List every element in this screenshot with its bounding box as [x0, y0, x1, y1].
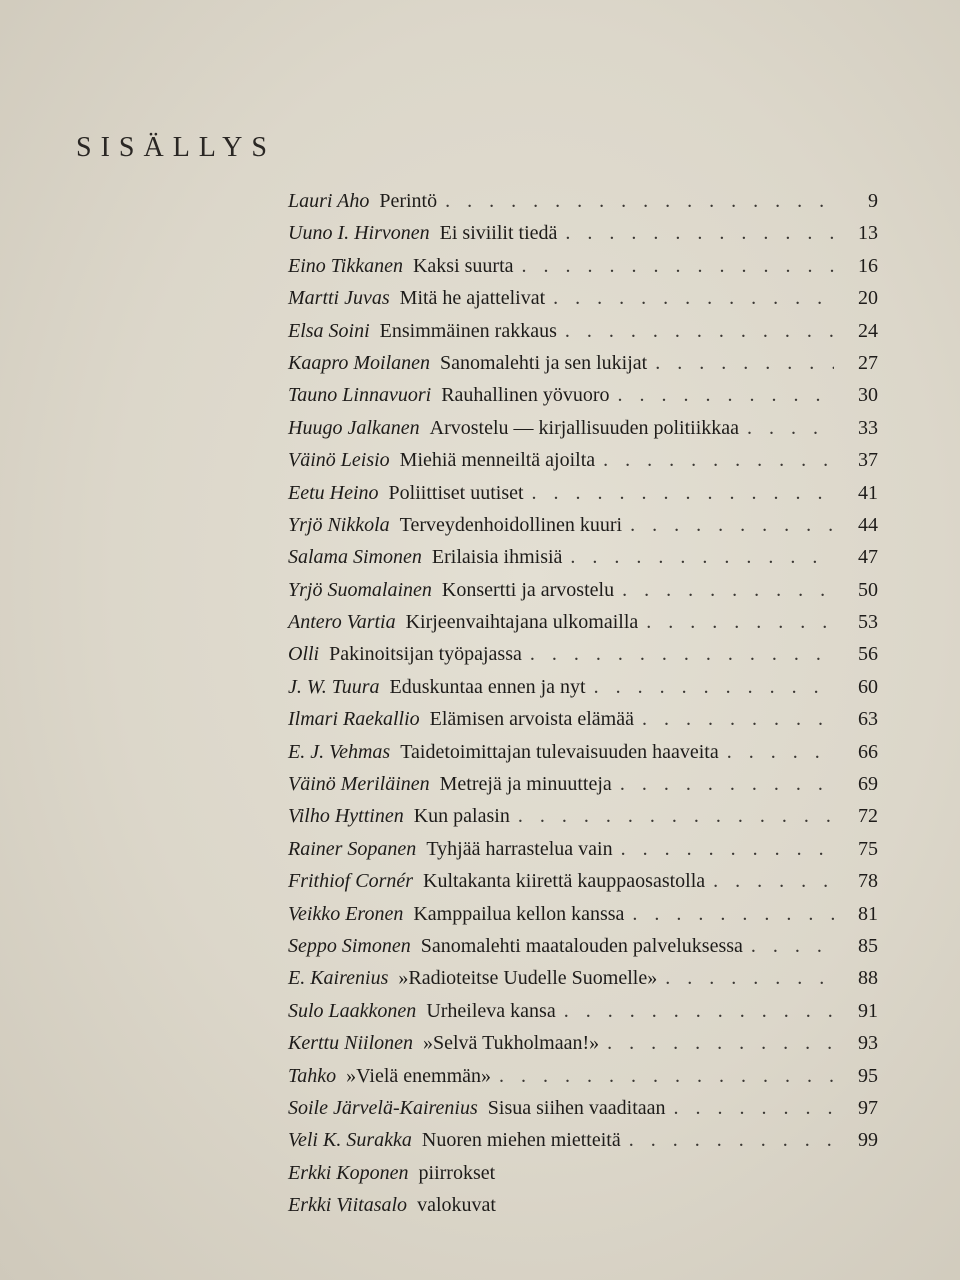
- page-heading: SISÄLLYS: [76, 132, 276, 163]
- toc-author: E. Kairenius: [288, 967, 389, 990]
- toc-entry: [288, 676, 878, 708]
- toc-title: Nuoren miehen mietteitä: [421, 1129, 621, 1152]
- toc-page-number: 91: [858, 999, 878, 1022]
- toc-title: Taidetoimittajan tulevaisuuden haaveita: [400, 740, 719, 763]
- toc-author: Elsa Soini: [288, 319, 370, 342]
- toc-entry: [288, 1129, 878, 1161]
- toc-page-number: 50: [858, 578, 878, 601]
- toc-title: Ensimmäinen rakkaus: [379, 319, 557, 342]
- toc-page-number: 16: [858, 254, 878, 277]
- toc-author: Kaapro Moilanen: [288, 351, 431, 374]
- toc-author: Lauri Aho: [288, 190, 370, 212]
- toc-page-number: 85: [858, 934, 878, 957]
- toc-entry: [288, 741, 878, 773]
- toc-author: Ilmari Raekallio: [288, 708, 420, 731]
- toc-title: »Selvä Tukholmaan!»: [423, 1032, 600, 1055]
- dot-leader: [445, 190, 834, 213]
- toc-title: Kun palasin: [413, 805, 510, 828]
- toc-title: valokuvat: [417, 1194, 496, 1217]
- toc-page-number: 37: [858, 449, 878, 472]
- toc-page-number: 66: [858, 740, 878, 763]
- toc-title: Sanomalehti ja sen lukijat: [440, 351, 648, 374]
- toc-entry: [288, 838, 878, 870]
- dot-leader: [629, 1129, 834, 1152]
- toc-page-number: 9: [868, 190, 878, 212]
- toc-author: Huugo Jalkanen: [288, 416, 420, 439]
- toc-author: Olli: [288, 643, 320, 666]
- toc-entry: [288, 449, 878, 481]
- toc-title: Kirjeenvaihtajana ulkomailla: [405, 611, 639, 634]
- dot-leader: [530, 643, 834, 666]
- dot-leader: [564, 1000, 834, 1023]
- dot-leader: [607, 1032, 834, 1055]
- toc-title: Miehiä menneiltä ajoilta: [399, 449, 596, 472]
- dot-leader: [522, 255, 834, 278]
- table-of-contents: [288, 190, 878, 1227]
- toc-author: Väinö Meriläinen: [288, 773, 430, 796]
- dot-leader: [665, 967, 834, 990]
- toc-credit-entry: [288, 1194, 878, 1226]
- dot-leader: [603, 449, 834, 472]
- toc-page-number: 13: [858, 222, 878, 245]
- toc-author: Tahko: [288, 1064, 337, 1087]
- toc-page-number: 53: [858, 611, 878, 634]
- toc-title: Pakinoitsijan työpajassa: [329, 643, 522, 666]
- dot-leader: [655, 352, 834, 375]
- toc-author: Veli K. Surakka: [288, 1129, 412, 1152]
- dot-leader: [565, 222, 834, 245]
- dot-leader: [630, 514, 834, 537]
- toc-entry: [288, 773, 878, 805]
- toc-entry: [288, 1097, 878, 1129]
- toc-author: Uuno I. Hirvonen: [288, 222, 430, 245]
- dot-leader: [499, 1065, 834, 1088]
- toc-entry: [288, 643, 878, 675]
- dot-leader: [622, 579, 834, 602]
- toc-author: Veikko Eronen: [288, 902, 404, 925]
- toc-entry: [288, 805, 878, 837]
- toc-page-number: 44: [858, 513, 878, 536]
- toc-page-number: 99: [858, 1129, 878, 1152]
- toc-entry: [288, 546, 878, 578]
- dot-leader: [518, 805, 834, 828]
- toc-title: Tyhjää harrastelua vain: [426, 837, 613, 860]
- toc-author: Antero Vartia: [288, 611, 396, 634]
- toc-entry: [288, 255, 878, 287]
- toc-title: Erilaisia ihmisiä: [431, 546, 563, 569]
- toc-entry: [288, 611, 878, 643]
- toc-entry: [288, 482, 878, 514]
- toc-title: Kamppailua kellon kanssa: [413, 902, 625, 925]
- toc-title: Kaksi suurta: [412, 254, 514, 277]
- toc-author: Frithiof Cornér: [288, 870, 414, 893]
- toc-author: Yrjö Suomalainen: [288, 578, 432, 601]
- toc-title: Eduskuntaa ennen ja nyt: [389, 675, 586, 698]
- toc-title: »Radioteitse Uudelle Suomelle»: [398, 967, 658, 990]
- toc-title: Mitä he ajattelivat: [399, 287, 546, 310]
- toc-entry: [288, 935, 878, 967]
- toc-entry: [288, 870, 878, 902]
- toc-entry: [288, 903, 878, 935]
- toc-title: piirrokset: [418, 1161, 496, 1184]
- toc-entry: [288, 708, 878, 740]
- toc-page-number: 69: [858, 773, 878, 796]
- toc-entry: [288, 384, 878, 416]
- toc-author: Erkki Koponen: [288, 1161, 409, 1184]
- toc-author: Eino Tikkanen: [288, 254, 403, 277]
- toc-title: »Vielä enemmän»: [346, 1064, 492, 1087]
- toc-author: Sulo Laakkonen: [288, 999, 417, 1022]
- dot-leader: [553, 287, 834, 310]
- toc-entry: [288, 222, 878, 254]
- toc-page-number: 63: [858, 708, 878, 731]
- toc-title: Perintö: [379, 190, 438, 212]
- toc-author: Vilho Hyttinen: [288, 805, 404, 828]
- dot-leader: [727, 741, 834, 764]
- toc-author: Yrjö Nikkola: [288, 513, 390, 536]
- toc-title: Ei siviilit tiedä: [439, 222, 558, 245]
- toc-page-number: 97: [858, 1096, 878, 1119]
- toc-page-number: 95: [858, 1064, 878, 1087]
- dot-leader: [674, 1097, 834, 1120]
- toc-entry: [288, 1032, 878, 1064]
- toc-page-number: 93: [858, 1032, 878, 1055]
- toc-page-number: 78: [858, 870, 878, 893]
- toc-title: Urheileva kansa: [426, 999, 556, 1022]
- toc-page-number: 47: [858, 546, 878, 569]
- toc-entry: [288, 1065, 878, 1097]
- toc-entry: [288, 190, 878, 222]
- toc-title: Rauhallinen yövuoro: [441, 384, 610, 407]
- toc-title: Elämisen arvoista elämää: [429, 708, 634, 731]
- toc-entry: [288, 967, 878, 999]
- toc-page-number: 20: [858, 287, 878, 310]
- dot-leader: [621, 838, 834, 861]
- dot-leader: [646, 611, 834, 634]
- toc-title: Sanomalehti maatalouden palveluksessa: [420, 934, 743, 957]
- toc-author: J. W. Tuura: [288, 675, 380, 698]
- toc-author: Tauno Linnavuori: [288, 384, 432, 407]
- toc-title: Metrejä ja minuutteja: [439, 773, 612, 796]
- dot-leader: [751, 935, 834, 958]
- dot-leader: [642, 708, 834, 731]
- toc-credit-entry: [288, 1162, 878, 1194]
- toc-author: Väinö Leisio: [288, 449, 390, 472]
- toc-page-number: 24: [858, 319, 878, 342]
- toc-entry: [288, 320, 878, 352]
- dot-leader: [620, 773, 834, 796]
- toc-title: Arvostelu — kirjallisuuden politiikkaa: [429, 416, 740, 439]
- toc-title: Kultakanta kiirettä kauppaosastolla: [423, 870, 706, 893]
- dot-leader: [570, 546, 834, 569]
- toc-entry: [288, 1000, 878, 1032]
- toc-page-number: 72: [858, 805, 878, 828]
- dot-leader: [713, 870, 834, 893]
- toc-page-number: 60: [858, 675, 878, 698]
- toc-page-number: 81: [858, 902, 878, 925]
- toc-page-number: 56: [858, 643, 878, 666]
- dot-leader: [565, 320, 834, 343]
- toc-page-number: 33: [858, 416, 878, 439]
- toc-title: Terveydenhoidollinen kuuri: [399, 513, 623, 536]
- dot-leader: [747, 417, 834, 440]
- toc-author: Soile Järvelä-Kairenius: [288, 1096, 478, 1119]
- toc-author: Martti Juvas: [288, 287, 390, 310]
- toc-page-number: 41: [858, 481, 878, 504]
- toc-author: Kerttu Niilonen: [288, 1032, 413, 1055]
- toc-page-number: 88: [858, 967, 878, 990]
- toc-page-number: 27: [858, 351, 878, 374]
- toc-title: Sisua siihen vaaditaan: [487, 1096, 666, 1119]
- toc-page-number: 75: [858, 837, 878, 860]
- toc-author: Erkki Viitasalo: [288, 1194, 408, 1217]
- toc-author: Salama Simonen: [288, 546, 422, 569]
- toc-entry: [288, 514, 878, 546]
- toc-title: Poliittiset uutiset: [388, 481, 524, 504]
- toc-author: Eetu Heino: [288, 481, 379, 504]
- dot-leader: [532, 482, 834, 505]
- dot-leader: [632, 903, 834, 926]
- toc-author: Seppo Simonen: [288, 934, 411, 957]
- toc-entry: [288, 352, 878, 384]
- toc-title: Konsertti ja arvostelu: [441, 578, 615, 601]
- toc-entry: [288, 579, 878, 611]
- toc-author: E. J. Vehmas: [288, 740, 391, 763]
- toc-author: Rainer Sopanen: [288, 837, 417, 860]
- dot-leader: [618, 384, 835, 407]
- toc-page-number: 30: [858, 384, 878, 407]
- toc-entry: [288, 417, 878, 449]
- toc-entry: [288, 287, 878, 319]
- dot-leader: [594, 676, 834, 699]
